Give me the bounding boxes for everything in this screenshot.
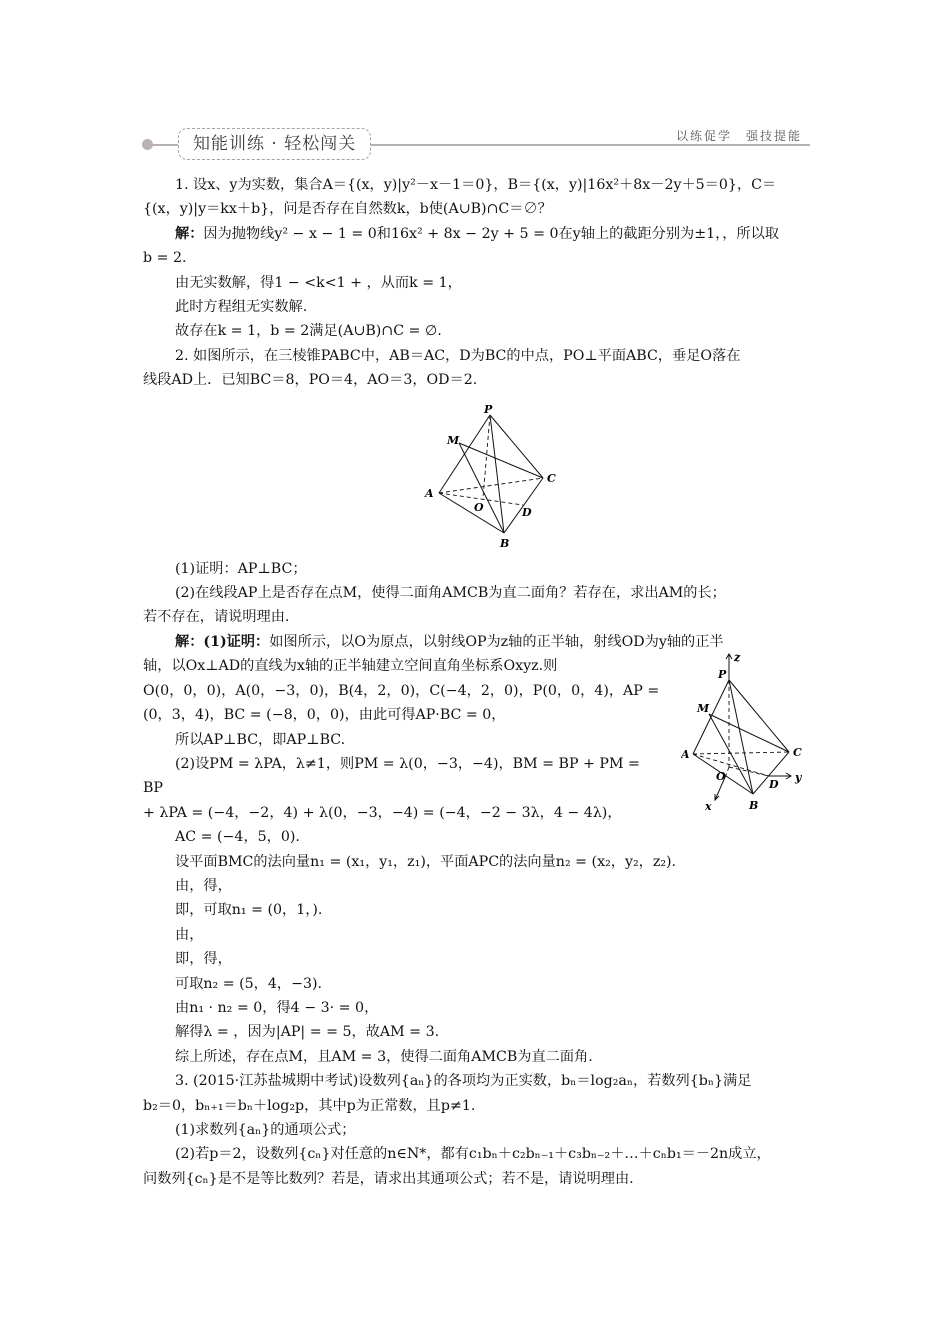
fig1-label-D: D	[522, 505, 532, 519]
p2-solution-line-3: O(0，0，0)，A(0，−3，0)，B(4，2，0)，C(−4，2，0)，P(0，0，4)，AP =	[143, 682, 660, 699]
p2-solution-line-5: 所以AP⊥BC，即AP⊥BC.	[175, 731, 346, 748]
p2-question-2-line-1: (2)在线段AP上是否存在点M，使得二面角AMCB为直二面角？若存在，求出AM的长；	[175, 585, 726, 602]
p1-solution-text-1: 因为抛物线y² − x − 1 = 0和16x² + 8x − 2y + 5 = 0在y轴上的截距分别为±1，，所以取	[203, 225, 779, 242]
p2-solution-line-16: 解得λ = ，因为|AP| = = 5，故AM = 3.	[175, 1024, 440, 1041]
fig2-label-y: y	[795, 770, 802, 784]
p2-solution-line-17: 综上所述，存在点M，且AM = 3，使得二面角AMCB为直二面角.	[175, 1048, 593, 1065]
fig1-label-C: C	[547, 471, 556, 485]
p2-solution-text-1: 如图所示，以O为原点，以射线OP为z轴的正半轴，射线OD为y轴的正半	[269, 633, 724, 650]
p3-stem-line-2: b₂＝0，bₙ₊₁＝bₙ＋log₂p，其中p为正常数，且p≠1.	[143, 1097, 476, 1114]
p2-solution-label: 解：(1)证明：	[175, 633, 270, 650]
p2-solution-line-10: 由，得，	[175, 877, 232, 894]
fig1-label-A: A	[425, 486, 434, 500]
p2-solution-line-15: 由n₁ · n₂ = 0，得4 − 3· = 0，	[175, 999, 379, 1016]
p2-solution-line-11: 即，可取n₁ = (0，1，).	[175, 902, 323, 919]
fig2-label-P: P	[718, 667, 727, 681]
p2-solution-line-6: (2)设PM = λPA，λ≠1，则PM = λ(0，−3，−4)，BM = BP + PM = BP	[143, 755, 640, 797]
p2-solution-line-13: 即，得，	[175, 951, 232, 968]
p1-solution-line-3: 由无实数解，得1 − <k<1 + ，从而k = 1，	[175, 274, 462, 291]
fig2-label-D: D	[769, 777, 779, 791]
fig2-label-C: C	[793, 745, 802, 759]
p2-solution-line-1	[143, 630, 811, 654]
pyramid-figure	[413, 403, 563, 553]
p1-stem-line-2: {(x，y)|y＝kx＋b}，问是否存在自然数k，b使(A∪B)∩C＝∅？	[143, 201, 552, 218]
p3-question-2-line-2: 问数列{cₙ}是不是等比数列？若是，请求出其通项公式；若不是，请说明理由.	[143, 1170, 634, 1187]
p2-solution-line-9: 设平面BMC的法向量n₁ = (x₁，y₁，z₁)，平面APC的法向量n₂ = (x₂，y₂，z₂).	[175, 853, 677, 870]
fig1-label-O: O	[474, 500, 484, 514]
fig2-label-M: M	[697, 701, 710, 715]
p2-stem-line-1: 2. 如图所示，在三棱锥PABC中，AB＝AC，D为BC的中点，PO⊥平面ABC，垂足O落在	[175, 347, 741, 364]
fig2-label-B: B	[749, 798, 759, 812]
p1-solution-line-2: b = 2.	[143, 250, 187, 267]
p1-solution-line-4: 此时方程组无实数解.	[175, 299, 308, 316]
fig2-label-O: O	[716, 769, 726, 783]
p1-solution-label: 解：	[175, 225, 204, 242]
p2-solution	[143, 630, 811, 850]
fig1-label-P: P	[484, 402, 493, 416]
p3-question-2-line-1: (2)若p＝2，设数列{cₙ}对任意的n∈N*，都有c₁bₙ＋c₂bₙ₋₁＋c₃bₙ₋₂＋…＋cₙb₁＝－2n成立，	[175, 1146, 771, 1163]
p2-solution-line-14: 可取n₂ = (5，4，−3).	[175, 975, 323, 992]
p2-solution-line-7: + λPA = (−4，−2，4) + λ(0，−3，−4) = (−4，−2 − 3λ，4 − 4λ)，	[143, 804, 622, 821]
p2-stem-line-2: 线段AD上．已知BC＝8，PO＝4，AO＝3，OD＝2.	[143, 372, 478, 389]
fig1-label-M: M	[447, 433, 460, 447]
p3-question-1: (1)求数列{aₙ}的通项公式；	[175, 1122, 356, 1138]
section-title: 知能训练 · 轻松闯关	[178, 128, 371, 160]
section-header	[142, 124, 810, 164]
p2-solution-line-4: (0，3，4)，BC = (−8，0，0)，由此可得AP·BC = 0，	[143, 707, 506, 724]
p3-stem-line-1: 3. (2015·江苏盐城期中考试)设数列{aₙ}的各项均为正实数，bₙ＝log₂aₙ，若数列{bₙ}满足	[175, 1073, 752, 1090]
p1-solution-line-1	[143, 222, 811, 246]
p1-stem-line-1: 1. 设x、y为实数，集合A＝{(x，y)|y²－x－1＝0}，B＝{(x，y)|16x²＋8x－2y＋5＝0}，C＝	[175, 177, 777, 193]
p2-solution-line-8: AC = (−4，5，0).	[175, 829, 300, 846]
fig2-label-x: x	[705, 799, 712, 813]
coordinate-pyramid-figure	[681, 652, 811, 817]
p2-solution-line-12: 由，	[175, 926, 204, 943]
p2-solution-line-2: 轴，以Ox⊥AD的直线为x轴的正半轴建立空间直角坐标系Oxyz.则	[143, 658, 558, 675]
fig2-label-z: z	[734, 651, 741, 664]
header-bullet-dot	[142, 139, 153, 150]
p2-question-1: (1)证明：AP⊥BC；	[175, 560, 307, 577]
page-content	[143, 173, 811, 1191]
fig2-label-A: A	[681, 747, 690, 761]
p1-solution-line-5: 故存在k = 1，b = 2满足(A∪B)∩C = ∅.	[175, 323, 442, 340]
p2-question-2-line-2: 若不存在，请说明理由.	[143, 609, 290, 626]
fig1-label-B: B	[500, 536, 510, 550]
section-slogan: 以练促学 强技提能	[672, 127, 806, 144]
